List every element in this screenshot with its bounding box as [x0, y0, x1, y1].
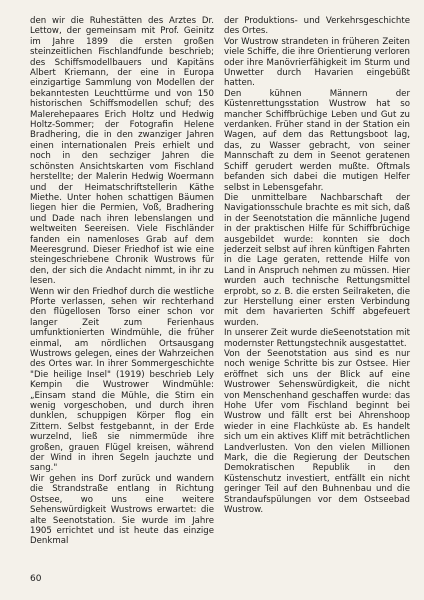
left-column — [30, 16, 214, 547]
paragraph: Den kühnen Männern der Küstenrettungsstation Wustrow hat so mancher Schiffbrüchige Leben und Gut zu verdanken. Früher stand in der Station ein Wagen, auf dem das Rettungsboot lag, das, zu Wasser gebracht, von seiner Mannschaft zu dem in Seenot geratenen Schiff gerudert werden mußte. Oftmals befanden sich dabei die mutigen Helfer selbst in Lebensgefahr. — [224, 88, 410, 193]
paragraph: Wenn wir den Friedhof durch die westliche Pforte verlassen, sehen wir rechterhand den flügellosen Torso einer schon vor langer Zeit zum Ferienhaus umfunktionierten Windmühle, die früher einmal, am nördlichen Ortsausgang Wustrows gelegen, eines der Wahrzeichen des Ortes war. In ihrer Sommergeschichte "Die heilige Insel" (1919) beschrieb Lely Kempin die Wustrower Windmühle: „Einsam stand die Mühle, die Stirn ein wenig vorgeschoben, und durch ihren dunklen, schuppigen Körper flog ein Zittern. Selbst festgebannt, in der Erde wurzelnd, ließ sie nimmermüde ihre großen, grauen Flügel kreisen, während der Wind in ihren Segeln jauchzte und sang." — [30, 286, 214, 474]
paragraph: den wir die Ruhestätten des Arztes Dr. Lettow, der gemeinsam mit Prof. Geinitz im Jahre 1899 die ersten großen steinzeitlichen Fischlandfunde beschrieb; des Schiffsmodellbauers und Kapitäns Albert Kriemann, der eine in Europa einzigartige Sammlung von Modellen der bekanntesten Leuchttürme und von 150 historischen Schiffsmodellen schuf; des Malerehepaares Erich Holtz und Hedwig Holtz-Sommer; der Fotografin Helene Bradhering, die in den zwanziger Jahren einen internationalen Preis erhielt und noch in den sechziger Jahren die schönsten Ansichtskarten vom Fischland herstellte; der Malerin Hedwig Woermann und der Heimatschriftstellerin Käthe Miethe. Unter hohen schattigen Bäumen liegen hier die Permien, Voß, Bradhering und Dade nach ihren lebenslangen und weltweiten Seereisen. Viele Fischländer fanden ein namenloses Grab auf dem Meeresgrund. Dieser Friedhof ist wie eine steingeschriebene Chronik Wustrows für den, der sich die Andacht nimmt, in ihr zu lesen. — [30, 16, 214, 287]
right-column — [224, 16, 410, 516]
paragraph: Von der Seenotstation aus sind es nur noch wenige Schritte bis zur Ostsee. Hier eröffnet sich uns der Blick auf eine Wustrower Sehenswürdigkeit, die nicht von Menschenhand geschaffen wurde: das Hohe Ufer vom Fischland beginnt bei Wustrow und fällt erst bei Ahrenshoop wieder in eine Flachküste ab. Es handelt sich um ein aktives Kliff mit beträchtlichen Landverlusten. Von den vielen Millionen Mark, die die Regierung der Deutschen Demokratischen Republik in den Küstenschutz investiert, entfällt ein nicht geringer Teil auf den Buhnenbau und die Strandaufspülungen vor dem Ostseebad Wustrow. — [224, 349, 410, 516]
paragraph: Vor Wustrow strandeten in früheren Zeiten viele Schiffe, die ihre Orientierung verloren oder ihre Manövrierfähigkeit im Sturm und Unwetter durch Havarien eingebüßt hatten. — [224, 36, 410, 89]
page-number: 60 — [30, 574, 42, 584]
paragraph: In unserer Zeit wurde dieSeenotstation mit modernster Rettungstechnik ausgestattet. — [224, 328, 410, 349]
paragraph: Wir gehen ins Dorf zurück und wandern die Strandstraße entlang in Richtung Ostsee, wo uns eine weitere Sehenswürdigkeit Wustrows erwartet: die alte Seenotstation. Sie wurde im Jahre 1905 errichtet und ist heute das einzige Denkmal — [30, 473, 214, 547]
paragraph: Die unmittelbare Nachbarschaft der Navigationsschule brachte es mit sich, daß in der Seenotstation die männliche Jugend in der praktischen Hilfe für Schiffbrüchige ausgebildet wurde: konnten sie doch jederzeit selbst auf ihren künftigen Fahrten in die Lage geraten, rettende Hilfe von Land in Anspruch nehmen zu müssen. Hier wurden auch technische Rettungsmittel erprobt, so z. B. die ersten Seilraketen, die zur Herstellung einer ersten Verbindung mit dem havarierten Schiff abgefeuert wurden. — [224, 192, 410, 328]
paragraph: der Produktions- und Verkehrsgeschichte des Ortes. — [224, 16, 410, 37]
